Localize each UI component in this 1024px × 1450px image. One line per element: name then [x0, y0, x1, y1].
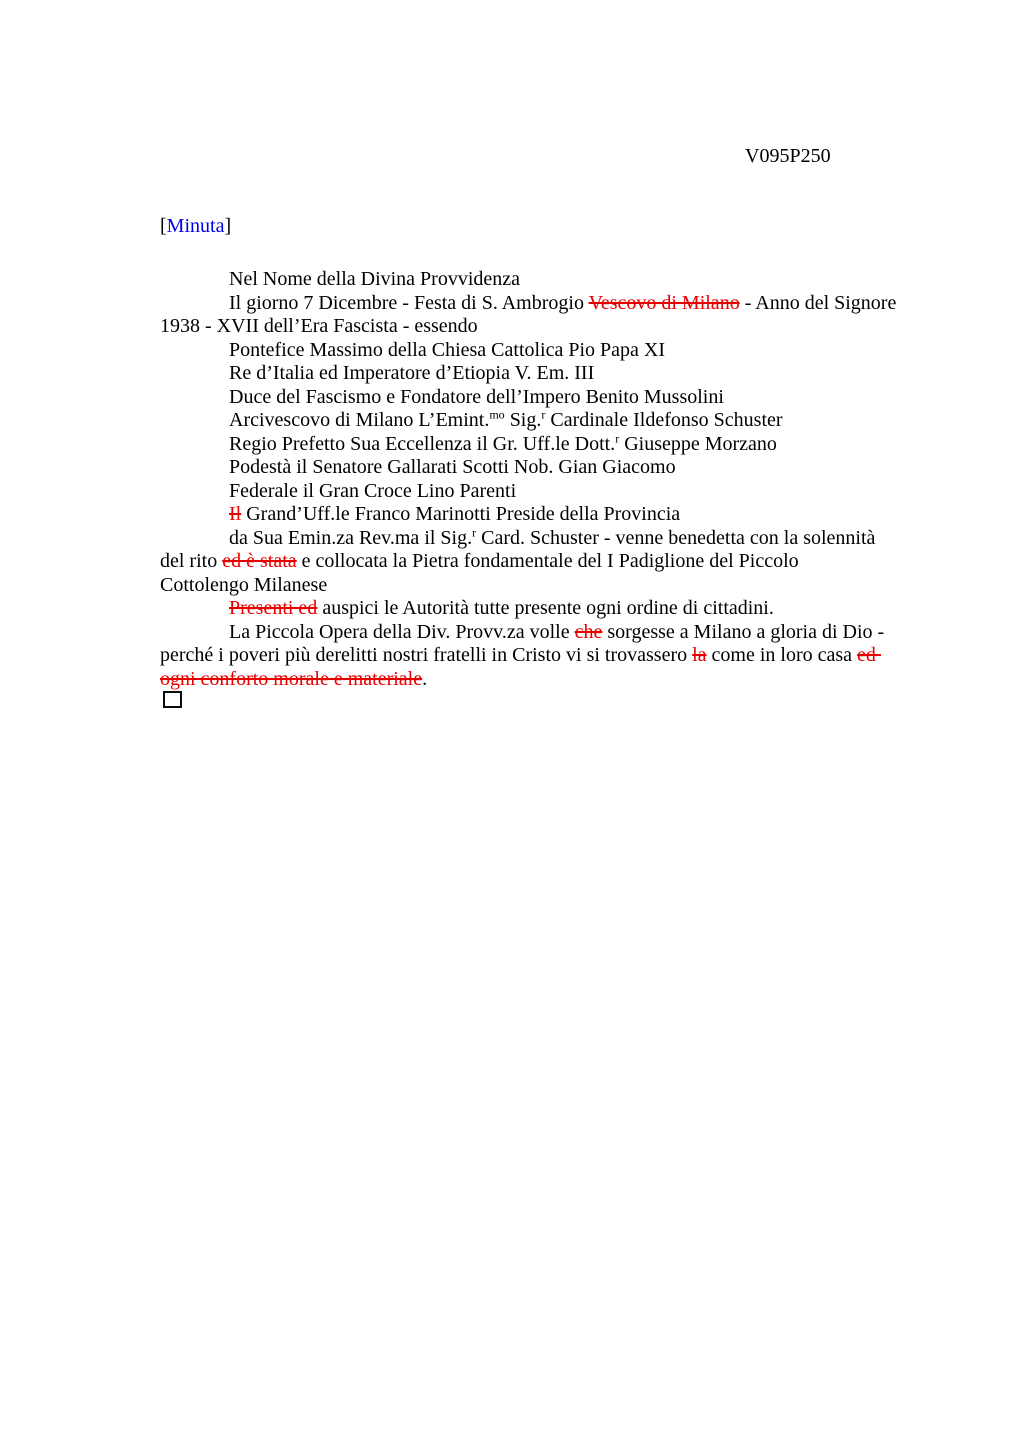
text-line: [160, 339, 970, 363]
text-line: [160, 409, 970, 433]
text-segment: come in loro casa: [706, 644, 858, 666]
page-code: V095P250: [745, 145, 831, 167]
strikethrough-segment: la: [692, 644, 707, 666]
text-segment: Regio Prefetto Sua Eccellenza il Gr. Uff.le Dott.: [229, 432, 616, 455]
minuta-link[interactable]: Minuta: [166, 215, 225, 237]
text-segment: Nel Nome della Divina Provvidenza: [229, 268, 521, 290]
text-segment: Giuseppe Morzano: [619, 432, 777, 455]
text-segment: .: [422, 667, 428, 690]
text-line: [160, 574, 970, 598]
text-segment: 1938 - XVII dell’Era Fascista - essendo: [160, 315, 478, 337]
text-segment: La Piccola Opera della Div. Provv.za volle: [229, 620, 575, 643]
strikethrough-segment: che: [574, 620, 603, 643]
text-segment: Card. Schuster - venne benedetta con la solennità: [476, 526, 876, 549]
text-segment: Cardinale Ildefonso Schuster: [545, 409, 783, 431]
text-line: [160, 456, 970, 480]
text-segment: Grand’Uff.le Franco Marinotti Preside della Provincia: [241, 503, 681, 525]
text-line: [160, 480, 970, 504]
text-line: [160, 503, 970, 527]
bracket-open: [: [160, 215, 167, 237]
text-line: [160, 430, 970, 457]
text-line: [160, 524, 970, 551]
text-line: [160, 597, 970, 621]
superscript-segment: r: [472, 524, 477, 539]
text-segment: Sig.: [504, 409, 542, 431]
text-line: [160, 621, 970, 645]
superscript-segment: r: [541, 407, 546, 422]
text-line: [160, 386, 970, 410]
text-line: [160, 644, 970, 668]
strikethrough-segment: Presenti ed: [229, 597, 318, 619]
strikethrough-segment: ed: [857, 644, 881, 666]
strikethrough-segment: ed è stata: [222, 550, 297, 572]
text-segment: Pontefice Massimo della Chiesa Cattolica Pio Papa XI: [229, 338, 666, 361]
strikethrough-segment: Il: [229, 503, 242, 525]
text-line: [160, 268, 970, 292]
text-segment: sorgesse a Milano a gloria di Dio -: [602, 620, 885, 643]
superscript-segment: r: [615, 430, 620, 445]
bracket-close: ]: [224, 215, 232, 237]
empty-box-glyph-icon: [163, 691, 182, 708]
text-segment: Duce del Fascismo e Fondatore dell’Impero Benito Mussolini: [229, 385, 724, 408]
text-segment: Federale il Gran Croce Lino Parenti: [229, 479, 517, 502]
text-line: [160, 362, 970, 386]
text-line: [160, 315, 970, 339]
text-segment: Cottolengo Milanese: [160, 573, 328, 596]
text-segment: - Anno del Signore: [739, 291, 897, 314]
strikethrough-segment: ogni conforto morale e materiale: [160, 667, 423, 690]
text-segment: Re d’Italia ed Imperatore d’Etiopia V. Em. III: [229, 362, 595, 384]
text-segment: Arcivescovo di Milano L’Emint.: [229, 409, 490, 431]
text-line: [160, 668, 970, 692]
document-body: [160, 268, 970, 715]
text-segment: Il giorno 7 Dicembre - Festa di S. Ambrogio: [229, 291, 589, 314]
text-segment: del rito: [160, 550, 223, 572]
text-segment: perché i poveri più derelitti nostri fratelli in Cristo vi si trovassero: [160, 644, 693, 666]
text-segment: e collocata la Pietra fondamentale del I Padiglione del Piccolo: [296, 550, 799, 572]
text-segment: Podestà il Senatore Gallarati Scotti Nob. Gian Giacomo: [229, 456, 676, 478]
superscript-segment: mo: [489, 407, 505, 422]
minuta-annotation: [160, 215, 231, 239]
text-line: [160, 691, 970, 715]
text-line: [160, 550, 970, 574]
text-line: [160, 292, 970, 316]
text-segment: da Sua Emin.za Rev.ma il Sig.: [229, 526, 473, 549]
strikethrough-segment: Vescovo di Milano: [588, 291, 740, 314]
text-segment: auspici le Autorità tutte presente ogni ordine di cittadini.: [317, 597, 774, 619]
